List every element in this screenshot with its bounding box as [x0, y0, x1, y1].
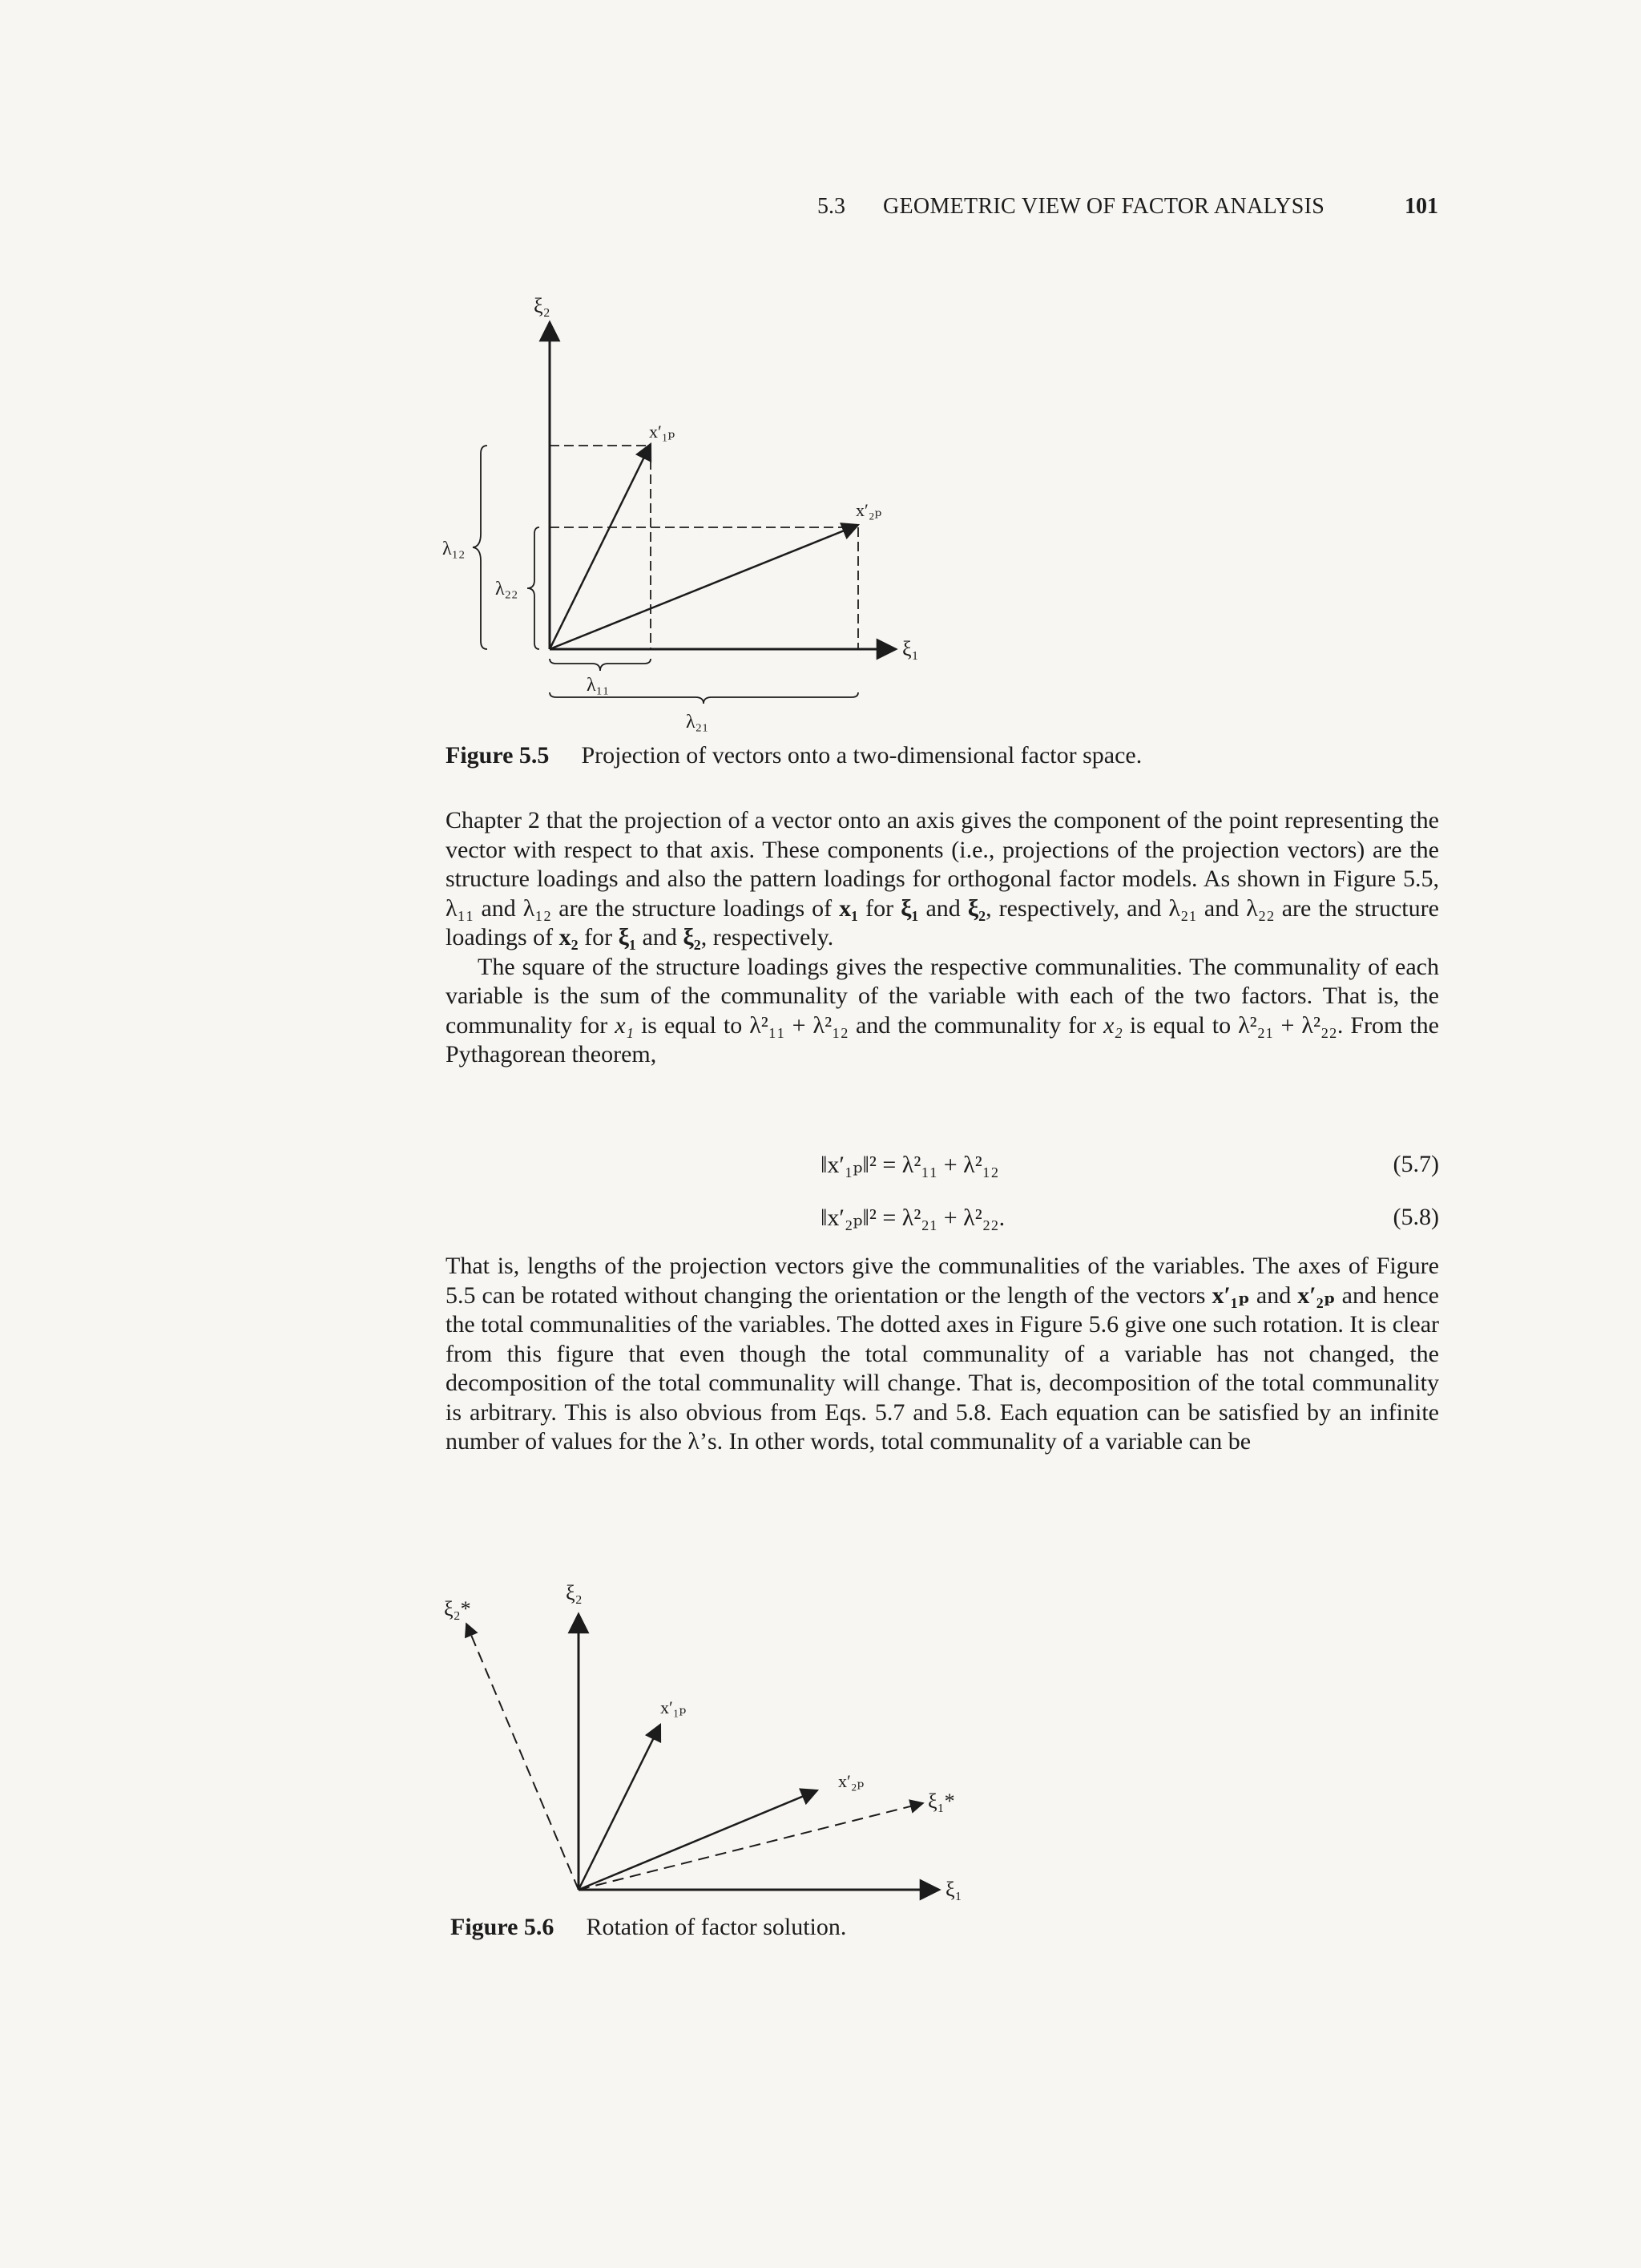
label-lambda22: λ₂₂ [495, 579, 518, 599]
body-paragraphs-top [446, 806, 1439, 1070]
label-lambda12: λ₁₂ [442, 539, 466, 559]
vector-x1p [579, 1725, 660, 1890]
equation-5-7-number: (5.7) [1393, 1151, 1439, 1177]
vector-x1p [550, 444, 651, 649]
vector-x2p [579, 1790, 817, 1890]
running-header [817, 194, 1438, 226]
rotated-axis-xi1star [579, 1803, 923, 1890]
label-x1p: x′₁ₚ [660, 1697, 687, 1717]
figure-5-6-label: Figure 5.6 [450, 1914, 554, 1940]
label-xi2star: ξ₂* [444, 1597, 471, 1620]
brace-lambda22 [527, 527, 539, 649]
brace-lambda11 [550, 659, 651, 671]
label-x2p: x′₂ₚ [856, 500, 882, 520]
equation-5-7 [446, 1151, 1439, 1183]
figure-5-5-label: Figure 5.5 [446, 742, 550, 769]
rotated-axis-xi2star [466, 1624, 579, 1890]
equation-5-7-expression: ‖x′₁ₚ‖² = λ²₁₁ + λ²₁₂ [820, 1152, 999, 1178]
label-xi2: ξ₂ [534, 294, 550, 317]
paragraph-3: That is, lengths of the projection vectors give the communalities of the variables. The axes of Figure 5.5 can be rotated without changing the orientation or the length of the vectors x′₁ₚ and x′₂ₚ and hence the total communalities of the variables. The dotted axes in Figure 5.6 give one such rotation. It is clear from this figure that even though the total communality of a variable has not changed, the decomposition of the total communality will change. That is, decomposition of the total communality is arbitrary. This is also obvious from Eqs. 5.7 and 5.8. Each equation can be satisfied by an infinite number of values for the λ’s. In other words, total communality of a variable can be [446, 1253, 1439, 1455]
paragraph-2: The square of the structure loadings gives the respective communalities. The communality of each variable is the sum of the communality of the variable with each of the two factors. That is, the communality for x₁ is equal to λ²₁₁ + λ²₁₂ and the communality for x₂ is equal to λ²₂₁ + λ²₂₂. From the Pythagorean theorem, [446, 953, 1439, 1067]
label-lambda11: λ₁₁ [587, 675, 610, 696]
equation-5-8 [446, 1204, 1439, 1236]
label-lambda21: λ₂₁ [686, 712, 709, 732]
equation-5-8-number: (5.8) [1393, 1204, 1439, 1230]
label-xi1: ξ₁ [902, 637, 919, 660]
projection-lines [550, 446, 858, 649]
figure-5-6-caption [450, 1914, 846, 1941]
label-x1p: x′₁ₚ [649, 422, 675, 442]
label-xi1star: ξ₁* [928, 1790, 955, 1813]
equation-5-8-expression: ‖x′₂ₚ‖² = λ²₂₁ + λ²₂₂. [820, 1205, 1006, 1231]
header-title: GEOMETRIC VIEW OF FACTOR ANALYSIS [883, 194, 1325, 219]
vector-x2p [550, 525, 858, 649]
label-xi2: ξ₂ [566, 1581, 583, 1604]
brace-lambda12 [473, 446, 487, 649]
figure-5-5-diagram [433, 289, 962, 745]
figure-5-6-caption-text: Rotation of factor solution. [586, 1914, 847, 1940]
header-section-number: 5.3 [817, 194, 845, 219]
label-x2p: x′₂ₚ [838, 1771, 865, 1791]
figure-5-6-diagram [433, 1576, 994, 1901]
figure-5-5-caption [446, 742, 1142, 769]
figure-5-5-caption-text: Projection of vectors onto a two-dimensional factor space. [581, 742, 1143, 769]
page-number: 101 [1405, 194, 1438, 219]
paragraph-1: Chapter 2 that the projection of a vector onto an axis gives the component of the point representing the vector with respect to that axis. These components (i.e., projections of the projection vectors) are the structure loadings and also the pattern loadings for orthogonal factor models. As shown in Figure 5.5, λ₁₁ and λ₁₂ are the structure loadings of x₁ for ξ₁ and ξ₂, respectively, and λ₂₁ and λ₂₂ are the structure loadings of x₂ for ξ₁ and ξ₂, respectively. [446, 807, 1439, 950]
body-paragraphs-bottom [446, 1252, 1439, 1457]
label-xi1: ξ₁ [945, 1878, 962, 1901]
